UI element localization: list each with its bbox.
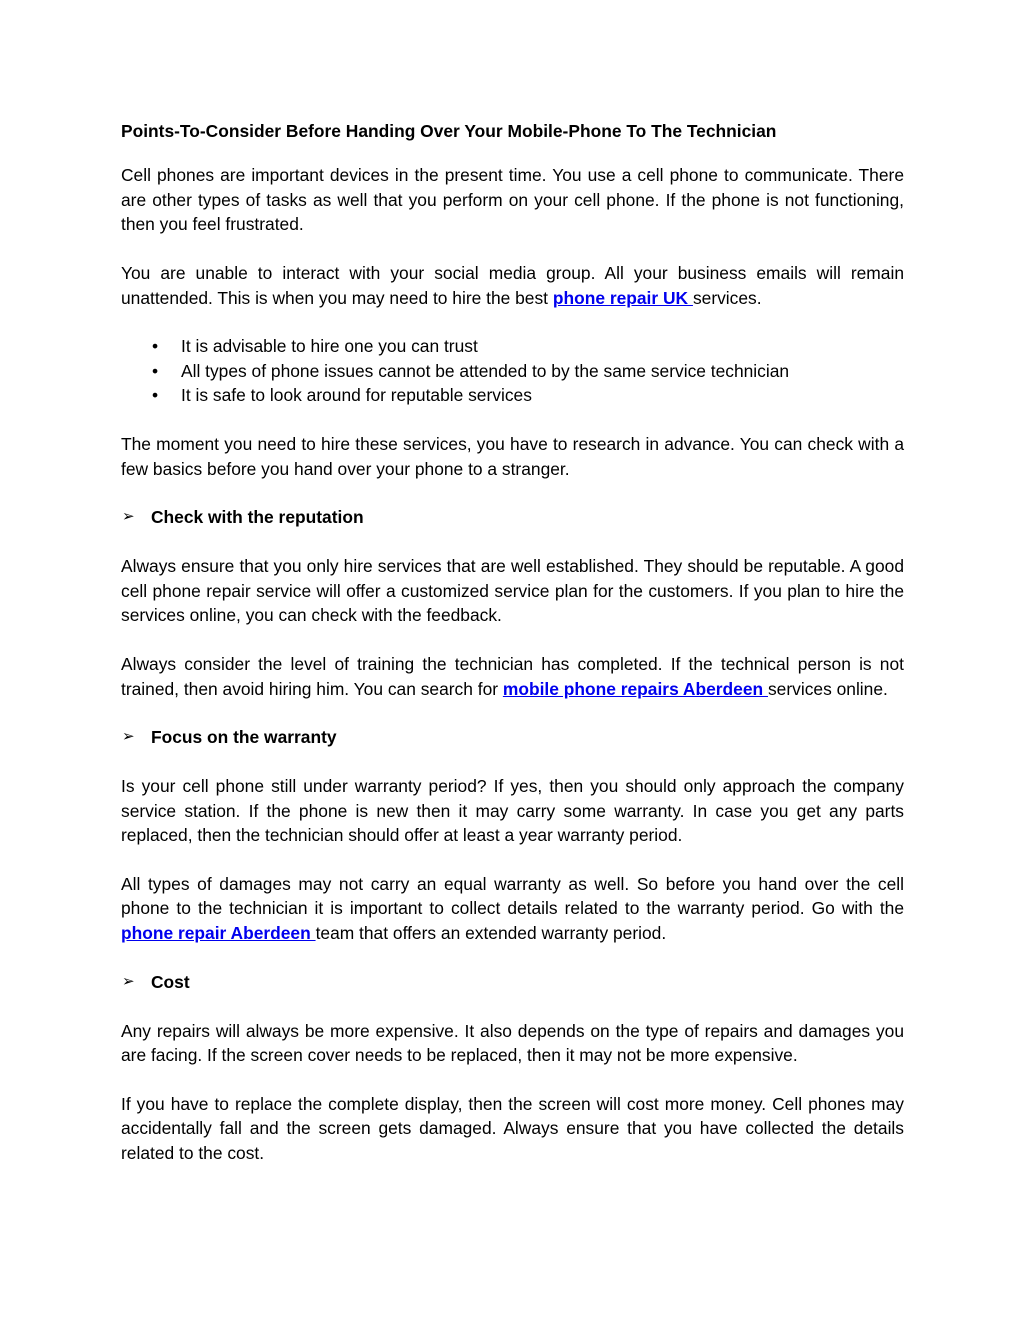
intro-paragraph-2-text-after: services.	[692, 287, 762, 308]
arrow-bullet-icon: ➢	[122, 508, 135, 526]
reputation-paragraph-2	[121, 652, 904, 701]
phone-repair-aberdeen-link[interactable]: phone repair Aberdeen	[121, 922, 316, 943]
bullet-icon: •	[152, 385, 159, 406]
list-item-text: It is advisable to hire one you can trust	[181, 336, 478, 357]
section-heading-text: Focus on the warranty	[151, 727, 337, 748]
phone-repair-uk-link[interactable]: phone repair UK	[552, 287, 693, 308]
bullet-icon: •	[152, 360, 159, 381]
cost-paragraph-2: If you have to replace the complete display, then the screen will cost more money. Cell phones may accidentally fall and the screen gets damaged. Always ensure that you have collected the details related to the cost.	[121, 1093, 904, 1163]
intro-paragraph-3: The moment you need to hire these services, you have to research in advance. You can check with a few basics before you hand over your phone to a stranger.	[121, 434, 904, 479]
reputation-paragraph-2-text-after: services online.	[767, 678, 888, 699]
list-item	[121, 334, 904, 358]
list-item-text: All types of phone issues cannot be attended to by the same service technician	[181, 360, 790, 381]
arrow-bullet-icon: ➢	[122, 728, 135, 746]
warranty-paragraph-2	[121, 872, 904, 945]
section-heading-cost	[121, 970, 904, 994]
bullet-list	[121, 334, 904, 407]
warranty-paragraph-2-text-before: All types of damages may not carry an equal warranty as well. So before you hand over the cell phone to the technician it is important to collect details related to the warranty period. Go with the	[121, 874, 904, 919]
list-item-text: It is safe to look around for reputable services	[181, 385, 532, 406]
document-page	[121, 119, 904, 1165]
document-title: Points-To-Consider Before Handing Over Your Mobile-Phone To The Technician	[121, 121, 777, 141]
reputation-paragraph-1: Always ensure that you only hire services that are well established. They should be reputable. A good cell phone repair service will offer a customized service plan for the customers. If you plan to hire the services online, you can check with the feedback.	[121, 556, 904, 626]
list-item	[121, 383, 904, 407]
intro-paragraph-2-text-before: You are unable to interact with your social media group. All your business emails will remain unattended. This is when you may need to hire the best	[121, 263, 904, 308]
intro-paragraph-2	[121, 261, 904, 310]
section-heading-text: Cost	[151, 971, 190, 992]
mobile-phone-repairs-aberdeen-link[interactable]: mobile phone repairs Aberdeen	[502, 678, 768, 699]
arrow-bullet-icon: ➢	[122, 972, 135, 990]
warranty-paragraph-2-text-after: team that offers an extended warranty period.	[315, 922, 667, 943]
list-item	[121, 359, 904, 383]
section-heading-warranty	[121, 725, 904, 749]
warranty-paragraph-1: Is your cell phone still under warranty period? If yes, then you should only approach the company service station. If the phone is new then it may carry some warranty. In case you get any parts replaced, then the technician should offer at least a year warranty period.	[121, 776, 904, 846]
cost-paragraph-1: Any repairs will always be more expensive. It also depends on the type of repairs and damages you are facing. If the screen cover needs to be replaced, then it may not be more expensive.	[121, 1020, 904, 1066]
section-heading-text: Check with the reputation	[151, 507, 364, 528]
intro-paragraph-1: Cell phones are important devices in the present time. You use a cell phone to communicate. There are other types of tasks as well that you perform on your cell phone. If the phone is not functioning, then you feel frustrated.	[121, 165, 904, 235]
bullet-icon: •	[152, 336, 159, 357]
reputation-paragraph-2-text-before: Always consider the level of training the technician has completed. If the technical person is not trained, then avoid hiring him. You can search for	[121, 654, 904, 699]
section-heading-reputation	[121, 505, 904, 529]
